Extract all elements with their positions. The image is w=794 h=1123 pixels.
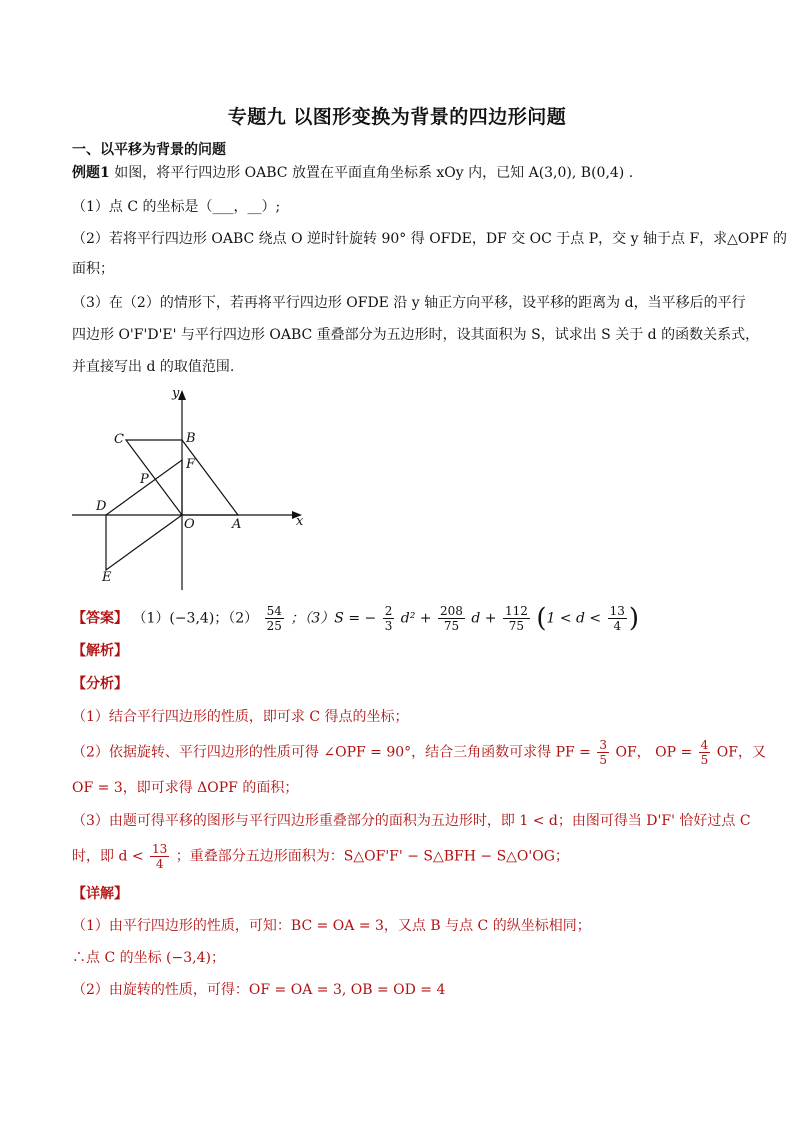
page-title: 专题九 以图形变换为背景的四边形问题 (227, 106, 567, 128)
label-a: A (232, 517, 242, 532)
fenxi-tag: 【分析】 (72, 676, 128, 692)
answer-part-2: ；（3）S = − (290, 610, 377, 627)
label-y: y (172, 386, 180, 401)
question-2-line-1: （2）若将平行四边形 OABC 绕点 O 逆时针旋转 90° 得 OFDE，DF 交 OC 于点 P，交 y 轴于点 F，求△OPF 的 (72, 231, 787, 247)
answer-part-1: （1）(−3,4)；（2） (132, 610, 259, 627)
label-c: C (114, 432, 124, 447)
detail-3: （2）由旋转的性质，可得：OF = OA = 3, OB = OD = 4 (72, 982, 446, 998)
section-heading: 一、以平移为背景的问题 (72, 142, 226, 158)
fraction-208-75: $\frac{208}{75}$ (440, 604, 463, 633)
answer-part-4: d + (471, 610, 497, 627)
question-3-line-2: 四边形 O'F'D'E' 与平行四边形 OABC 重叠部分为五边形时，设其面积为 S，试求出 S 关于 d 的函数关系式， (72, 327, 760, 343)
answer-tag: 【答案】 (72, 610, 128, 627)
question-2-line-2: 面积； (72, 261, 114, 277)
label-e: E (102, 570, 112, 585)
label-d: D (96, 499, 107, 514)
analysis-3-line-2: 时，即 d < $\frac{13}{4}$ ；重叠部分五边形面积为：S△OF'F' − S△BFH − S△O'OG； (72, 842, 569, 871)
answer-part-3: d² + (400, 610, 432, 627)
fraction-3-5: $\frac{3}{5}$ (599, 738, 608, 767)
question-3-line-3: 并直接写出 d 的取值范围. (72, 359, 235, 375)
question-3-line-1: （3）在（2）的情形下，若再将平行四边形 OFDE 沿 y 轴正方向平移，设平移的距离为 d，当平移后的平行 (72, 295, 746, 311)
label-o: O (184, 517, 195, 532)
analysis-2-line-2: OF = 3，即可求得 ΔOPF 的面积； (72, 780, 299, 796)
fraction-13-4: $\frac{13}{4}$ (609, 604, 625, 633)
fraction-13-4-b: $\frac{13}{4}$ (152, 842, 168, 871)
fraction-112-75: $\frac{112}{75}$ (504, 604, 528, 633)
analysis-2-line-1: （2）依据旋转、平行四边形的性质可得 ∠OPF = 90°，结合三角函数可求得 PF = $\frac{3}{5}$ OF， OP = $\frac{4}{5}$ OF，又 (72, 738, 766, 767)
label-b: B (186, 431, 196, 446)
example-intro-line (72, 163, 732, 183)
answer-part-5: 1 < d < (546, 610, 602, 627)
detail-2: ∴点 C 的坐标 (−3,4)； (72, 950, 225, 966)
analysis-1: （1）结合平行四边形的性质，即可求 C 得点的坐标； (72, 709, 409, 725)
answer-line: 【答案】 （1）(−3,4)；（2） $\frac{54}{25}$ ；（3）S = − $\frac{2}{3}$ d² + $\frac{208}{75}$ d + $\frac{112}{75}$ (1 < d < $\frac{13}{4}$ ) (72, 603, 640, 634)
geometry-figure (60, 380, 320, 595)
analysis-3-line-1: （3）由题可得平移的图形与平行四边形重叠部分的面积为五边形时，即 1 < d；由图可得当 D'F' 恰好过点 C (72, 813, 751, 829)
example-intro: 如图，将平行四边形 OABC 放置在平面直角坐标系 xOy 内，已知 A(3,0), B(0,4) . (114, 165, 634, 181)
question-1: （1）点 C 的坐标是（___，__）; (72, 199, 281, 215)
fraction-54-25: $\frac{54}{25}$ (266, 604, 282, 633)
label-x: x (296, 514, 304, 529)
label-f: F (186, 457, 196, 472)
detail-1: （1）由平行四边形的性质，可知：BC = OA = 3，又点 B 与点 C 的纵坐标相同； (72, 918, 591, 934)
label-p: P (140, 472, 149, 487)
fraction-4-5: $\frac{4}{5}$ (700, 738, 709, 767)
jiexi-tag: 【解析】 (72, 643, 128, 659)
fraction-2-3: $\frac{2}{3}$ (384, 604, 393, 633)
example-label: 例题1 (72, 165, 110, 181)
xiangjie-tag: 【详解】 (72, 886, 128, 902)
